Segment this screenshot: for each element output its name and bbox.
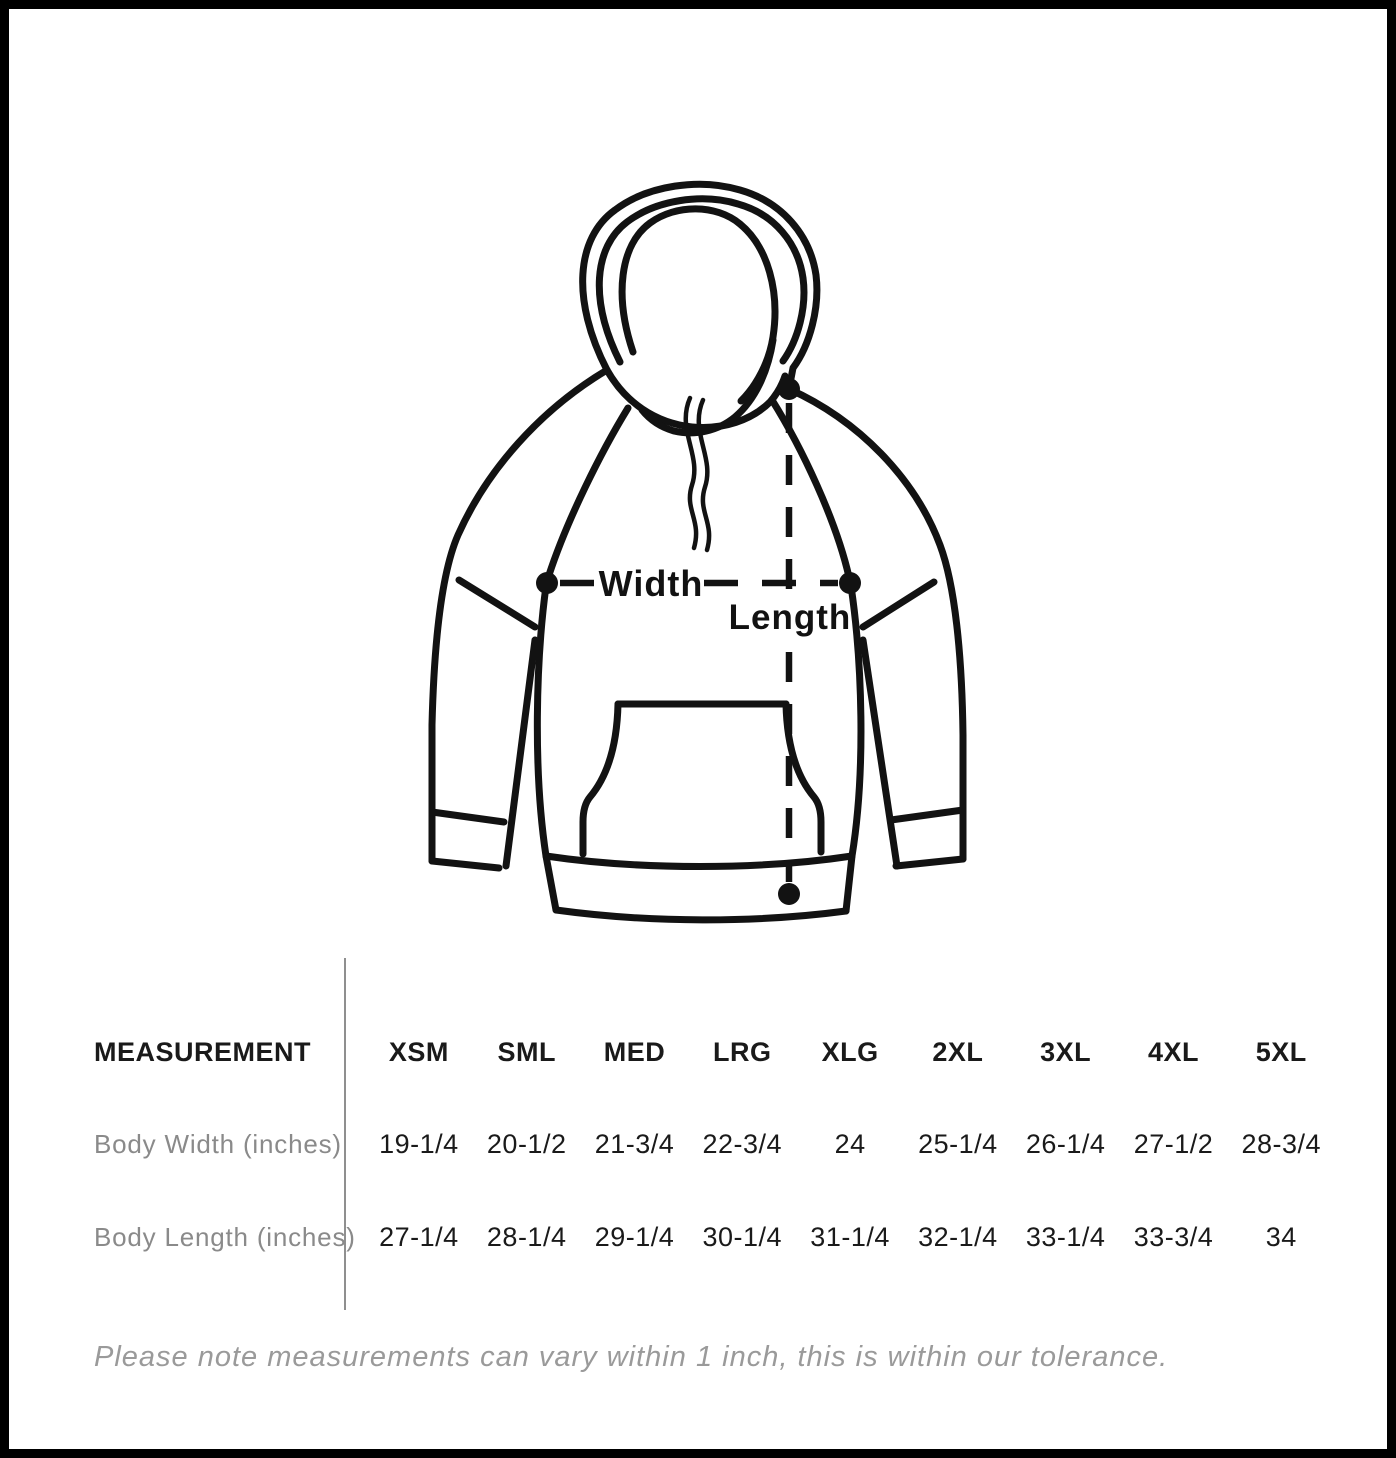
body-width-med: 21-3/4 (594, 1128, 675, 1159)
body-length-row (94, 1217, 1335, 1257)
hem-band (546, 856, 852, 867)
width-dot-left (536, 572, 558, 594)
size-header-5xl: 5XL (1255, 1036, 1307, 1067)
body-width-5xl: 28-3/4 (1241, 1128, 1322, 1159)
body-length-4xl: 33-3/4 (1133, 1221, 1214, 1252)
left-cuff (432, 812, 504, 822)
body-length-sml: 28-1/4 (486, 1221, 567, 1252)
size-table (94, 958, 1335, 1314)
length-label: Length (728, 598, 852, 637)
measurement-header: MEASUREMENT (94, 1036, 312, 1067)
size-header-med: MED (603, 1036, 666, 1067)
body-width-label: Body Width (inches) (94, 1128, 342, 1159)
body-width-sml: 20-1/2 (486, 1128, 567, 1159)
hoodie-sleeves (432, 370, 963, 868)
length-dot-top (778, 378, 800, 400)
right-cuff (891, 810, 963, 820)
width-dot-right (839, 572, 861, 594)
right-raglan-seam (772, 400, 849, 577)
size-header-xlg: XLG (821, 1036, 879, 1067)
table-header-row (94, 1032, 1335, 1072)
drawstrings (686, 398, 709, 550)
body-length-lrg: 30-1/4 (702, 1221, 783, 1252)
size-header-2xl: 2XL (932, 1036, 984, 1067)
body-width-row (94, 1124, 1335, 1164)
left-raglan-seam (549, 408, 628, 575)
body-length-5xl: 34 (1265, 1221, 1297, 1252)
size-header-sml: SML (497, 1036, 556, 1067)
size-header-4xl: 4XL (1147, 1036, 1199, 1067)
size-header-lrg: LRG (713, 1036, 772, 1067)
body-width-xlg: 24 (834, 1128, 866, 1159)
body-width-4xl: 27-1/2 (1133, 1128, 1214, 1159)
body-length-med: 29-1/4 (594, 1221, 675, 1252)
body-width-xsm: 19-1/4 (379, 1128, 459, 1159)
length-dot-bottom (778, 883, 800, 905)
body-length-xsm: 27-1/4 (379, 1221, 459, 1252)
body-length-2xl: 32-1/4 (918, 1221, 998, 1252)
body-length-3xl: 33-1/4 (1025, 1221, 1106, 1252)
size-header-xsm: XSM (388, 1036, 449, 1067)
body-length-xlg: 31-1/4 (810, 1221, 890, 1252)
kangaroo-pocket (583, 704, 821, 854)
length-guide (729, 378, 852, 905)
body-length-label: Body Length (inches) (94, 1221, 356, 1252)
size-header-3xl: 3XL (1040, 1036, 1092, 1067)
body-width-lrg: 22-3/4 (702, 1128, 783, 1159)
body-width-2xl: 25-1/4 (918, 1128, 998, 1159)
body-width-3xl: 26-1/4 (1025, 1128, 1106, 1159)
tolerance-note: Please note measurements can vary within 1 inch, this is within our tolerance. (94, 1341, 1169, 1373)
width-label: Width (598, 563, 704, 604)
